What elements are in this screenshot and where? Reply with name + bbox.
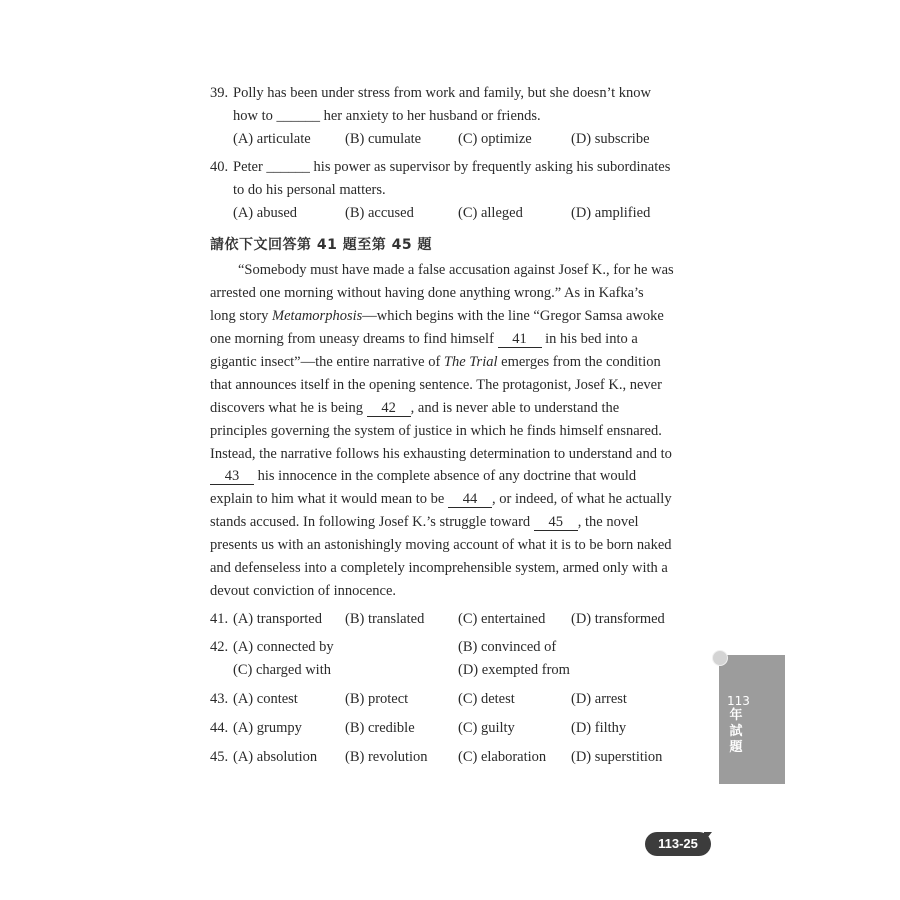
text-segment: one morning from uneasy dreams to find himself (210, 331, 498, 347)
option-a: (A) transported (233, 611, 322, 627)
text-segment: discovers what he is being (210, 400, 367, 416)
text-segment: his power as supervisor by frequently asking his subordinates (309, 159, 671, 175)
option-b: (B) accused (345, 205, 414, 221)
text-segment: stands accused. In following Josef K.’s struggle toward (210, 514, 534, 530)
text-segment: , or indeed, of what he actually (492, 491, 672, 507)
option-b: (B) revolution (345, 749, 428, 765)
tab-char: 年 (729, 708, 743, 723)
option-d: (D) superstition (571, 749, 663, 765)
text-segment: how to (233, 108, 277, 124)
option-d: (D) subscribe (571, 131, 650, 147)
page-number: 113-25 (645, 832, 711, 856)
text-segment: , and is never able to understand the (410, 400, 620, 416)
passage-line (210, 352, 661, 372)
passage-line (210, 512, 639, 532)
option-a: (A) abused (233, 205, 298, 221)
option-b: (B) translated (345, 611, 425, 627)
text-segment: emerges from the condition (497, 354, 661, 370)
option-b: (B) cumulate (345, 131, 422, 147)
option-d: (D) filthy (571, 720, 627, 736)
passage-line (210, 489, 672, 509)
text-segment: , the novel (577, 514, 639, 530)
book-title: Metamorphosis (272, 308, 363, 324)
passage-line: Instead, the narrative follows his exhausting determination to understand and to (210, 446, 672, 462)
question-text: Polly has been under stress from work and family, but she doesn’t know (233, 85, 652, 101)
option-d: (D) amplified (571, 205, 651, 221)
side-tab-label (727, 694, 750, 756)
text-segment: long story (210, 308, 273, 324)
option-b: (B) credible (345, 720, 415, 736)
section-heading: 請依下文回答第 41 題至第 45 題 (210, 237, 432, 253)
passage-line: principles governing the system of justice in which he finds himself ensnared. (210, 423, 662, 439)
option-a: (A) contest (233, 691, 298, 707)
option-d: (D) arrest (571, 691, 627, 707)
question-40-line2: to do his personal matters. (233, 182, 386, 198)
question-number: 39. (210, 85, 229, 101)
tab-dot-decoration (712, 650, 728, 666)
option-c: (C) elaboration (458, 749, 547, 765)
text-segment: her anxiety to her husband or friends. (320, 108, 541, 124)
passage-line (210, 466, 636, 486)
text-segment: explain to him what it would mean to be (210, 491, 448, 507)
option-a: (A) absolution (233, 749, 318, 765)
blank-44: 44 (448, 492, 492, 508)
blank-43: 43 (210, 469, 254, 485)
option-a: (A) grumpy (233, 720, 302, 736)
text-segment: his innocence in the complete absence of any doctrine that would (254, 468, 637, 484)
option-c: (C) guilty (458, 720, 515, 736)
question-40 (210, 157, 670, 177)
text-segment: in his bed into a (541, 331, 638, 347)
text-segment: Peter (233, 159, 267, 175)
question-number: 45. (210, 749, 229, 765)
option-d: (D) exempted from (458, 662, 570, 678)
option-b: (B) protect (345, 691, 409, 707)
blank-45: 45 (534, 515, 578, 531)
question-39-line2 (233, 106, 541, 126)
tab-year: 113 (727, 694, 750, 708)
option-a: (A) articulate (233, 131, 311, 147)
book-title: The Trial (443, 354, 498, 370)
passage-line: “Somebody must have made a false accusation against Josef K., for he was (238, 262, 674, 278)
option-b: (B) convinced of (458, 639, 557, 655)
blank-41: 41 (498, 332, 542, 348)
passage-line (210, 306, 664, 326)
option-c: (C) charged with (233, 662, 331, 678)
option-a: (A) connected by (233, 639, 334, 655)
question-number: 42. (210, 639, 229, 655)
answer-blank: ______ (276, 108, 320, 124)
option-c: (C) entertained (458, 611, 546, 627)
question-39 (210, 83, 651, 103)
text-segment: gigantic insect”—the entire narrative of (210, 354, 444, 370)
answer-blank: ______ (266, 159, 310, 175)
passage-line: presents us with an astonishingly moving account of what it is to be born naked (210, 537, 672, 553)
passage-line: devout conviction of innocence. (210, 583, 397, 599)
text-segment: —which begins with the line “Gregor Samsa awoke (362, 308, 664, 324)
blank-42: 42 (367, 401, 411, 417)
tab-char: 試 (729, 724, 743, 739)
option-c: (C) alleged (458, 205, 523, 221)
question-number: 43. (210, 691, 229, 707)
question-number: 40. (210, 159, 229, 175)
question-number: 44. (210, 720, 229, 736)
question-number: 41. (210, 611, 229, 627)
passage-line: arrested one morning without having done anything wrong.” As in Kafka’s (210, 285, 644, 301)
option-c: (C) detest (458, 691, 515, 707)
tab-char: 題 (729, 740, 743, 755)
option-c: (C) optimize (458, 131, 532, 147)
passage-line: that announces itself in the opening sentence. The protagonist, Josef K., never (210, 377, 662, 393)
passage-line (210, 329, 638, 349)
passage-line: and defenseless into a completely incomprehensible system, armed only with a (210, 560, 668, 576)
passage-line (210, 398, 619, 418)
option-d: (D) transformed (571, 611, 665, 627)
